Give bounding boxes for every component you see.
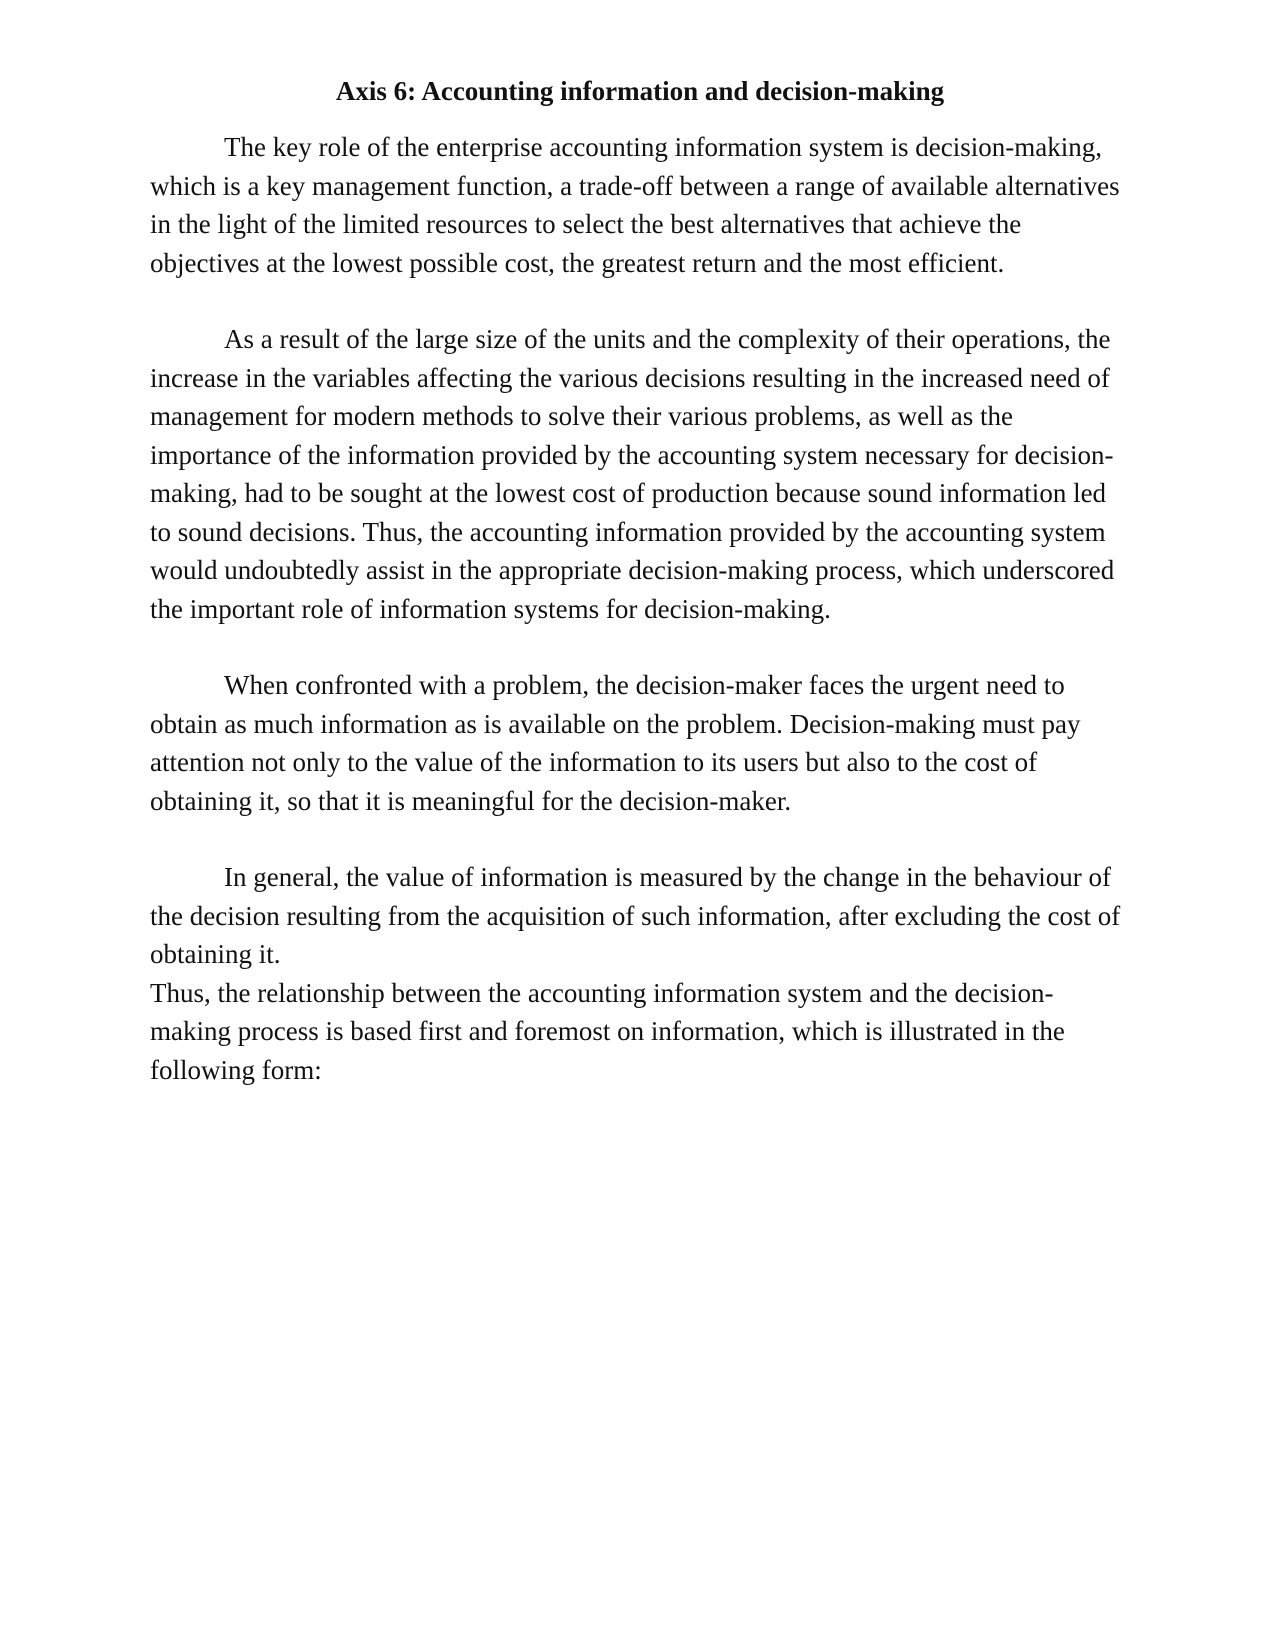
paragraph-relationship: Thus, the relationship between the accounting information system and the decision-making process is based first and foremost on information, which is illustrated in the following form: [150,977,1065,1085]
paragraph-complexity: As a result of the large size of the units and the complexity of their operations, the increase in the variables affecting the various decisions resulting in the increased need of management for modern methods to solve their various problems, as well as the importance of the information provided by the accounting system necessary for decision-making, had to be sought at the lowest cost of production because sound information led to sound decisions. Thus, the accounting information provided by the accounting system would undoubtedly assist in the appropriate decision-making process, which underscored the important role of information systems for decision-making. [150,324,1115,624]
page-title: Axis 6: Accounting information and decision-making [335,76,945,106]
paragraph-decision-role: The key role of the enterprise accounting information system is decision-making, which is a key management function, a trade-off between a range of available alternatives in the light of the limited resources to select the best alternatives that achieve the objectives at the lowest possible cost, the greatest return and the most efficient. [150,132,1120,278]
paragraph-problem: When confronted with a problem, the decision-maker faces the urgent need to obtain as much information as is available on the problem. Decision-making must pay attention not only to the value of the information to its users but also to the cost of obtaining it, so that it is meaningful for the decision-maker. [150,670,1081,816]
document-page [150,72,1130,1127]
paragraph-value-of-information: In general, the value of information is measured by the change in the behaviour of the decision resulting from the acquisition of such information, after excluding the cost of obtaining it. [150,862,1121,969]
